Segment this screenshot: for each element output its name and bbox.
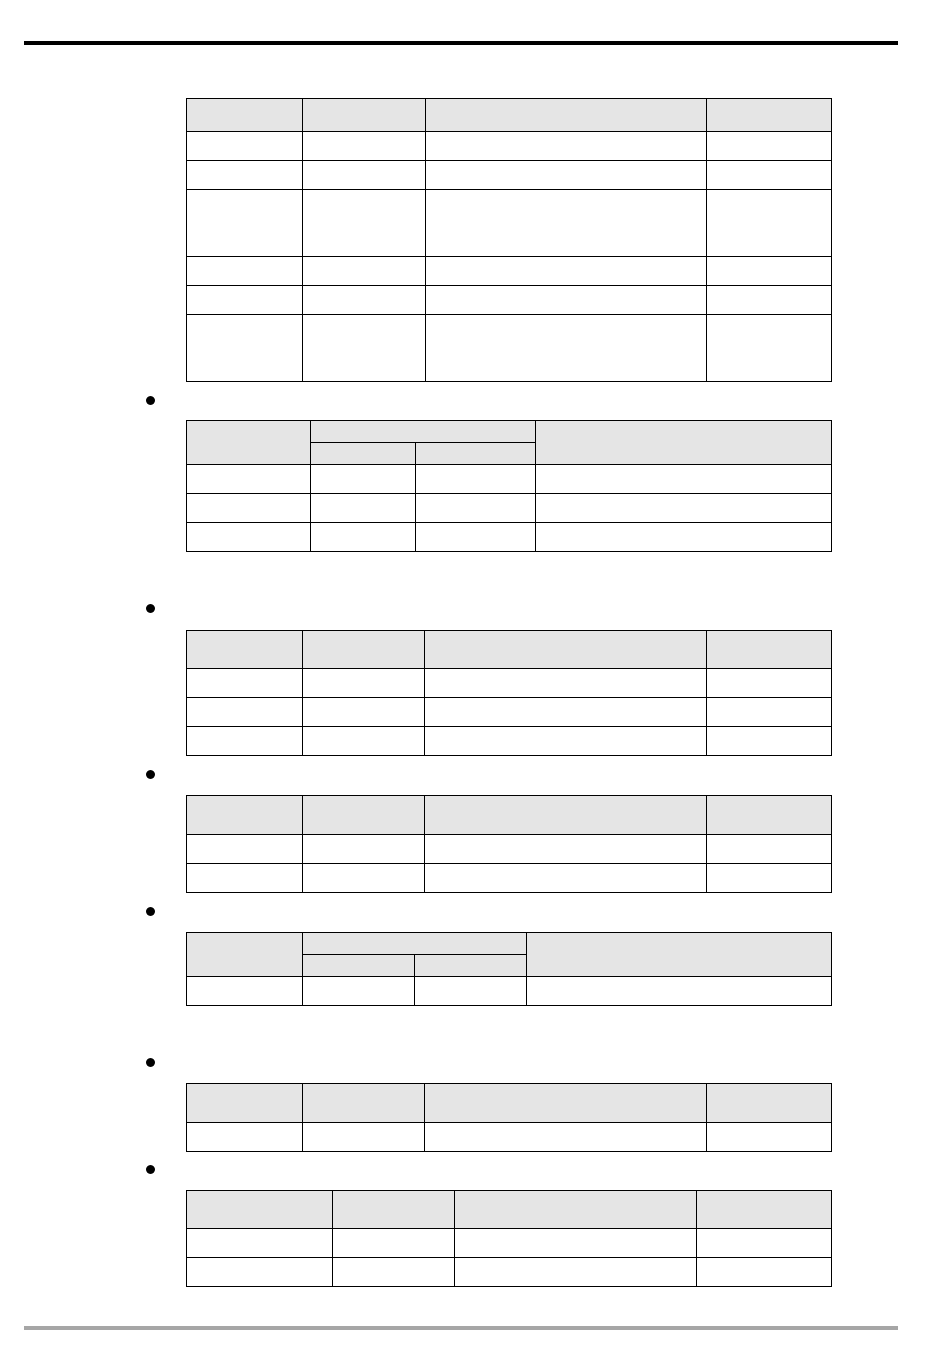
header-cell — [536, 421, 832, 465]
table-6 — [186, 1083, 832, 1152]
header-cell — [707, 1084, 832, 1123]
table-cell — [455, 1229, 697, 1258]
header-cell — [303, 99, 426, 132]
header-cell — [187, 631, 303, 669]
table-5 — [186, 932, 832, 1006]
table-cell — [707, 132, 832, 161]
header-cell — [303, 631, 425, 669]
table-row — [187, 698, 832, 727]
table-cell — [455, 1258, 697, 1287]
table-header-row — [187, 796, 832, 835]
table-cell — [303, 1123, 425, 1152]
table-row — [187, 1258, 832, 1287]
table-cell — [425, 835, 707, 864]
table-header-row — [187, 99, 832, 132]
table-cell — [707, 864, 832, 893]
header-cell — [303, 1084, 425, 1123]
table-cell — [187, 494, 311, 523]
table-cell — [707, 286, 832, 315]
bullet-marker — [146, 1165, 155, 1174]
subheader-cell — [303, 955, 415, 977]
table-cell — [303, 727, 425, 756]
table-cell — [187, 132, 303, 161]
bullet-marker — [146, 770, 155, 779]
table-cell — [303, 669, 425, 698]
table-3 — [186, 630, 832, 756]
table-cell — [425, 1123, 707, 1152]
table-row — [187, 494, 832, 523]
table-row — [187, 835, 832, 864]
table-cell — [707, 190, 832, 257]
table-row — [187, 669, 832, 698]
subheader-cell — [416, 443, 536, 465]
header-cell — [187, 1191, 333, 1229]
table-cell — [303, 698, 425, 727]
bullet-marker — [146, 396, 155, 405]
table-cell — [707, 669, 832, 698]
table-cell — [187, 669, 303, 698]
header-cell — [425, 1084, 707, 1123]
table-cell — [416, 494, 536, 523]
table-cell — [187, 835, 303, 864]
table-cell — [187, 727, 303, 756]
table-header-row — [187, 421, 832, 443]
header-group-cell — [311, 421, 536, 443]
table-cell — [707, 727, 832, 756]
table-cell — [187, 864, 303, 893]
table-cell — [425, 698, 707, 727]
header-cell — [455, 1191, 697, 1229]
table-2 — [186, 420, 832, 552]
table-row — [187, 727, 832, 756]
table-cell — [425, 669, 707, 698]
table-cell — [536, 494, 832, 523]
table-cell — [333, 1258, 455, 1287]
subheader-cell — [311, 443, 416, 465]
header-cell — [707, 631, 832, 669]
table-cell — [707, 315, 832, 382]
header-cell — [187, 421, 311, 465]
table-row — [187, 161, 832, 190]
table-cell — [311, 523, 416, 552]
table-row — [187, 864, 832, 893]
subheader-cell — [415, 955, 527, 977]
table-row — [187, 523, 832, 552]
table-cell — [303, 257, 426, 286]
table-cell — [416, 465, 536, 494]
table-cell — [303, 315, 426, 382]
header-cell — [425, 631, 707, 669]
table-cell — [697, 1229, 832, 1258]
table-cell — [187, 1258, 333, 1287]
table-cell — [536, 465, 832, 494]
table-cell — [536, 523, 832, 552]
table-cell — [311, 465, 416, 494]
table-1 — [186, 98, 832, 382]
table-4 — [186, 795, 832, 893]
table-7 — [186, 1190, 832, 1287]
table-row — [187, 315, 832, 382]
table-cell — [187, 1123, 303, 1152]
table-cell — [426, 132, 707, 161]
table-header-row — [187, 631, 832, 669]
table-cell — [707, 698, 832, 727]
table-cell — [187, 465, 311, 494]
bullet-marker — [146, 1058, 155, 1067]
header-group-cell — [303, 933, 527, 955]
table-cell — [303, 190, 426, 257]
table-cell — [527, 977, 832, 1006]
table-row — [187, 132, 832, 161]
header-cell — [333, 1191, 455, 1229]
header-cell — [697, 1191, 832, 1229]
table-cell — [426, 190, 707, 257]
table-cell — [311, 494, 416, 523]
table-row — [187, 1229, 832, 1258]
table-row — [187, 977, 832, 1006]
table-row — [187, 1123, 832, 1152]
table-cell — [303, 132, 426, 161]
header-cell — [527, 933, 832, 977]
header-cell — [425, 796, 707, 835]
table-cell — [707, 161, 832, 190]
table-cell — [426, 161, 707, 190]
table-cell — [303, 977, 415, 1006]
bullet-marker — [146, 604, 155, 613]
table-cell — [303, 161, 426, 190]
table-cell — [303, 835, 425, 864]
table-cell — [415, 977, 527, 1006]
header-cell — [187, 99, 303, 132]
page-footer-rule — [24, 1326, 898, 1330]
table-cell — [333, 1229, 455, 1258]
table-cell — [187, 1229, 333, 1258]
table-row — [187, 190, 832, 257]
bullet-marker — [146, 907, 155, 916]
table-cell — [303, 286, 426, 315]
table-cell — [707, 835, 832, 864]
table-cell — [707, 257, 832, 286]
table-header-row — [187, 933, 832, 955]
page-header-rule — [24, 41, 898, 45]
header-cell — [426, 99, 707, 132]
table-cell — [187, 190, 303, 257]
header-cell — [303, 796, 425, 835]
table-cell — [416, 523, 536, 552]
table-cell — [425, 864, 707, 893]
header-cell — [187, 933, 303, 977]
table-header-row — [187, 1084, 832, 1123]
table-cell — [426, 315, 707, 382]
table-row — [187, 286, 832, 315]
table-cell — [426, 286, 707, 315]
header-cell — [187, 1084, 303, 1123]
table-cell — [187, 286, 303, 315]
table-cell — [187, 161, 303, 190]
table-cell — [303, 864, 425, 893]
table-cell — [187, 257, 303, 286]
table-cell — [425, 727, 707, 756]
table-header-row — [187, 1191, 832, 1229]
table-cell — [187, 698, 303, 727]
table-cell — [187, 977, 303, 1006]
table-cell — [426, 257, 707, 286]
table-cell — [707, 1123, 832, 1152]
header-cell — [707, 796, 832, 835]
table-row — [187, 465, 832, 494]
header-cell — [187, 796, 303, 835]
table-cell — [697, 1258, 832, 1287]
table-row — [187, 257, 832, 286]
header-cell — [707, 99, 832, 132]
table-cell — [187, 523, 311, 552]
table-cell — [187, 315, 303, 382]
